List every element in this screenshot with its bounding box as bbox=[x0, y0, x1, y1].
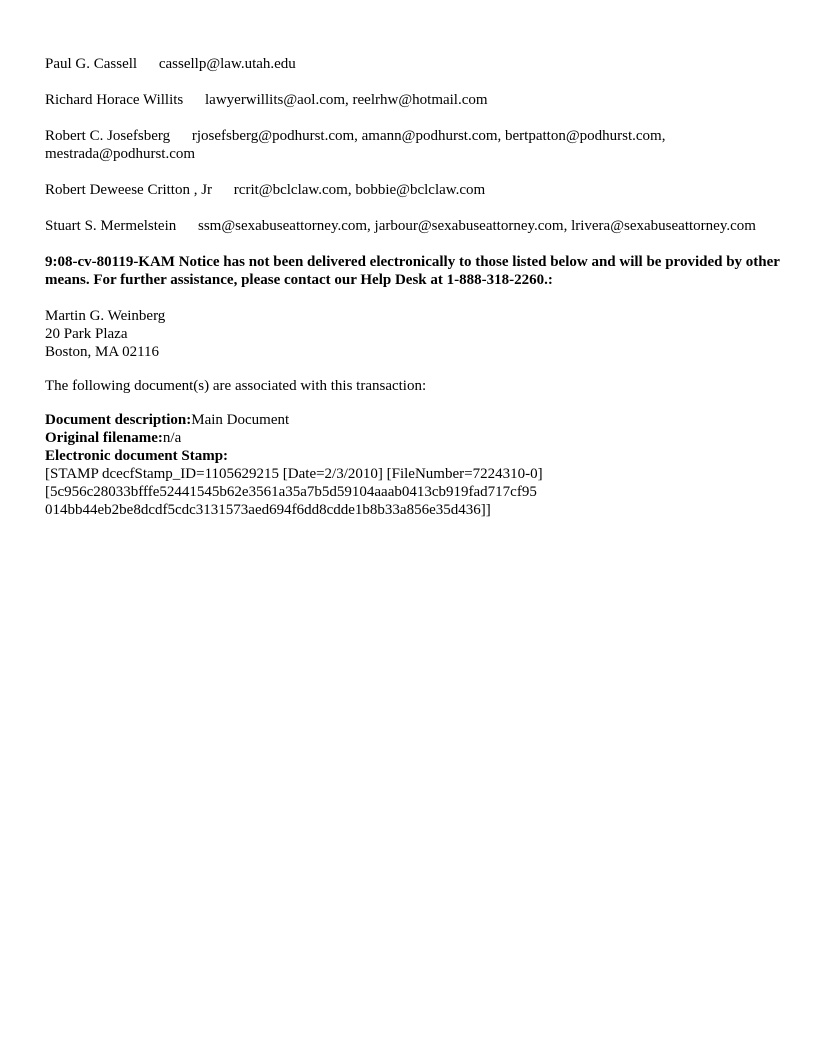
recipient-emails: rcrit@bclclaw.com, bobbie@bclclaw.com bbox=[233, 182, 486, 198]
mail-recipient-address bbox=[45, 307, 780, 361]
recipient-name: Robert Deweese Critton , Jr bbox=[45, 182, 213, 198]
document-description-row bbox=[45, 411, 780, 429]
recipient-entry bbox=[45, 127, 780, 163]
electronic-stamp-line: [STAMP dcecfStamp_ID=1105629215 [Date=2/3/2010] [FileNumber=7224310-0] bbox=[45, 466, 543, 482]
electronic-stamp-line: [5c956c28033bfffe52441545b62e3561a35a7b5d59104aaab0413cb919fad717cf95 bbox=[45, 484, 537, 500]
document-description-value: Main Document bbox=[191, 412, 290, 428]
recipient-emails: rjosefsberg@podhurst.com, amann@podhurst.com, bertpatton@podhurst.com, mestrada@podhurst.com bbox=[45, 128, 666, 162]
recipient-entry bbox=[45, 91, 780, 109]
recipient-entry bbox=[45, 55, 780, 73]
recipient-emails: lawyerwillits@aol.com, reelrhw@hotmail.com bbox=[205, 92, 488, 108]
recipient-name: Richard Horace Willits bbox=[45, 92, 184, 108]
document-description-label: Document description: bbox=[45, 412, 192, 428]
recipient-name: Robert C. Josefsberg bbox=[45, 128, 171, 144]
recipient-name: Stuart S. Mermelstein bbox=[45, 218, 177, 234]
electronic-stamp-line: 014bb44eb2be8dcdf5cdc3131573aed694f6dd8cdde1b8b33a856e35d436]] bbox=[45, 502, 491, 518]
original-filename-row bbox=[45, 429, 780, 447]
recipient-name: Paul G. Cassell bbox=[45, 56, 138, 72]
original-filename-label: Original filename: bbox=[45, 430, 163, 446]
document-info bbox=[45, 411, 780, 519]
recipient-entry bbox=[45, 181, 780, 199]
notice-page bbox=[45, 55, 780, 519]
mail-recipient-street: 20 Park Plaza bbox=[45, 326, 128, 342]
associated-documents-text: The following document(s) are associated with this transaction: bbox=[45, 378, 427, 394]
recipient-emails: ssm@sexabuseattorney.com, jarbour@sexabuseattorney.com, lrivera@sexabuseattorney.com bbox=[198, 218, 756, 234]
recipient-emails: cassellp@law.utah.edu bbox=[158, 56, 296, 72]
mail-recipient-city: Boston, MA 02116 bbox=[45, 344, 160, 360]
electronic-stamp-label: Electronic document Stamp: bbox=[45, 448, 229, 464]
mail-recipient-name: Martin G. Weinberg bbox=[45, 308, 166, 324]
original-filename-value: n/a bbox=[162, 430, 182, 446]
recipient-entry bbox=[45, 217, 780, 235]
delivery-notice: 9:08-cv-80119-KAM Notice has not been delivered electronically to those listed below and will be provided by other means. For further assistance, please contact our Help Desk at 1-888-318-2260.: bbox=[45, 254, 780, 288]
